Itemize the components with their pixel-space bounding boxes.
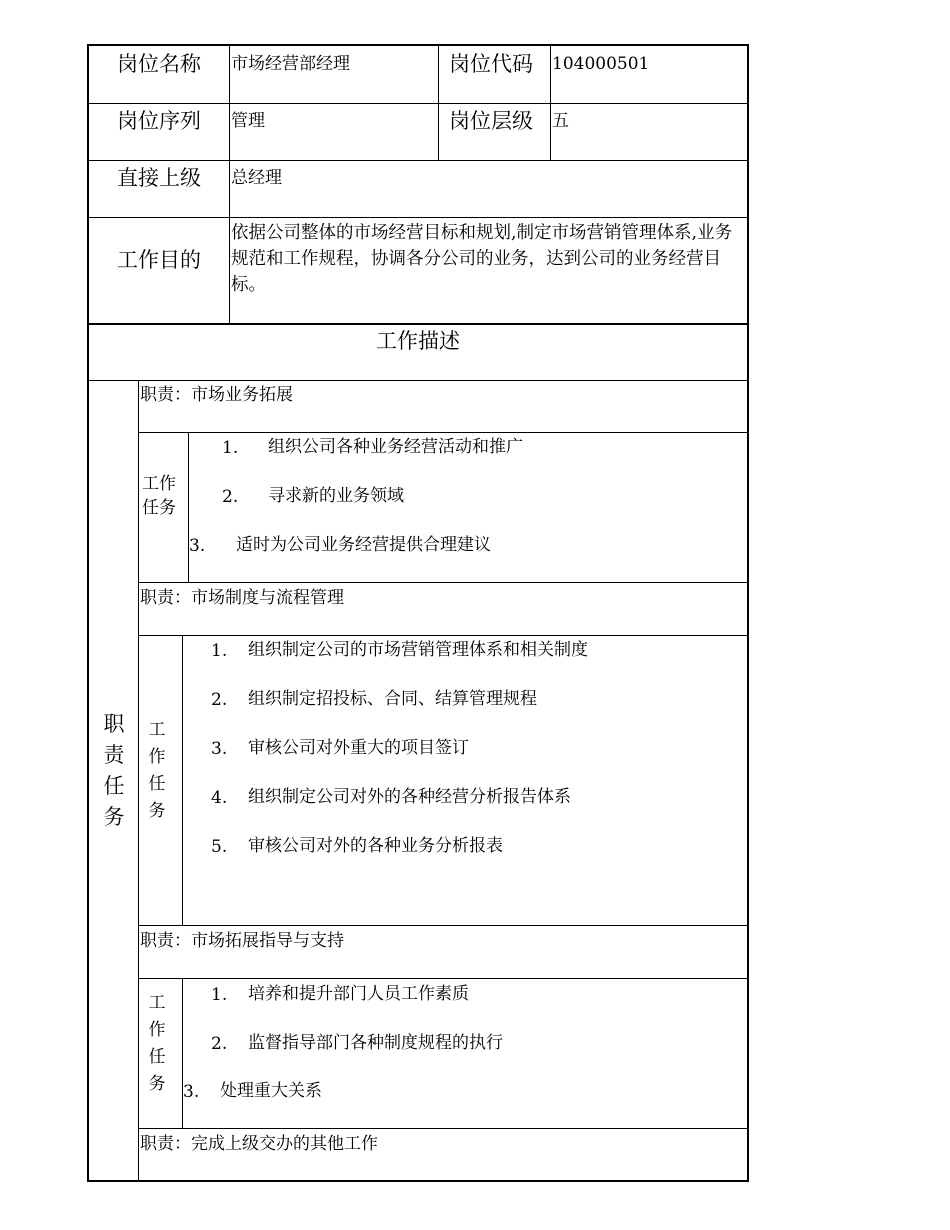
task-number: 3. [189,536,206,556]
task-number: 1. [211,641,228,661]
row-divider [138,582,749,583]
row-divider [138,978,749,979]
col-divider [188,433,189,583]
row-divider [87,103,749,104]
task-number: 2. [222,487,239,507]
task-text: 组织制定公司对外的各种经营分析报告体系 [248,787,571,807]
task-text: 监督指导部门各种制度规程的执行 [248,1033,503,1053]
duty-title: 职责：市场业务拓展 [140,385,293,405]
row-divider [87,217,749,218]
table-border-left [87,44,89,1182]
row-divider [138,1128,749,1129]
task-text: 审核公司对外重大的项目签订 [248,738,469,758]
col-divider [550,44,551,161]
row-divider [138,925,749,926]
row-divider [87,323,749,325]
task-text: 处理重大关系 [220,1081,322,1101]
series-label: 岗位序列 [117,109,201,133]
series-value: 管理 [231,111,265,131]
task-number: 2. [211,690,228,710]
task-number: 5. [211,837,228,857]
col-divider [438,44,439,161]
task-number: 1. [211,985,228,1005]
col-divider [182,635,183,926]
row-divider [87,160,749,161]
position-code-value: 104000501 [552,54,650,74]
table-border-top [87,44,749,46]
row-divider [87,380,749,381]
duties-label: 职责任务 [103,712,125,829]
duty-title: 职责：市场拓展指导与支持 [140,931,344,951]
superior-value: 总经理 [231,168,282,188]
task-text: 组织公司各种业务经营活动和推广 [268,437,523,457]
task-number: 3. [211,739,228,759]
col-divider [229,44,230,324]
task-number: 4. [211,788,228,808]
description-title: 工作描述 [376,329,460,353]
task-label: 工作任务 [148,720,166,821]
task-label: 工作任务 [148,993,166,1094]
task-text: 适时为公司业务经营提供合理建议 [236,535,491,555]
task-text: 寻求新的业务领域 [268,486,404,506]
purpose-label: 工作目的 [117,248,201,272]
position-name-value: 市场经营部经理 [231,54,350,74]
purpose-text: 依据公司整体的市场经营目标和规划,制定市场营销管理体系,业务规范和工作规程，协调各分公司的业务，达到公司的业务经营目标。 [231,223,733,295]
task-number: 2. [211,1034,228,1054]
level-value: 五 [552,111,569,131]
col-divider [182,978,183,1129]
task-text: 组织制定招投标、合同、结算管理规程 [248,689,537,709]
task-text: 培养和提升部门人员工作素质 [248,984,469,1004]
superior-label: 直接上级 [117,166,201,190]
duty-title: 职责：完成上级交办的其他工作 [140,1134,378,1154]
position-code-label: 岗位代码 [449,52,533,76]
task-number: 3. [183,1082,200,1102]
table-border-right [747,44,749,1182]
row-divider [138,635,749,636]
task-text: 审核公司对外的各种业务分析报表 [248,836,503,856]
table-border-bottom [87,1180,749,1182]
task-text: 组织制定公司的市场营销管理体系和相关制度 [248,640,588,660]
level-label: 岗位层级 [449,109,533,133]
duty-title: 职责：市场制度与流程管理 [140,588,344,608]
row-divider [138,432,749,433]
task-label: 工作任务 [142,474,176,518]
position-name-label: 岗位名称 [117,52,201,76]
task-number: 1. [222,438,239,458]
